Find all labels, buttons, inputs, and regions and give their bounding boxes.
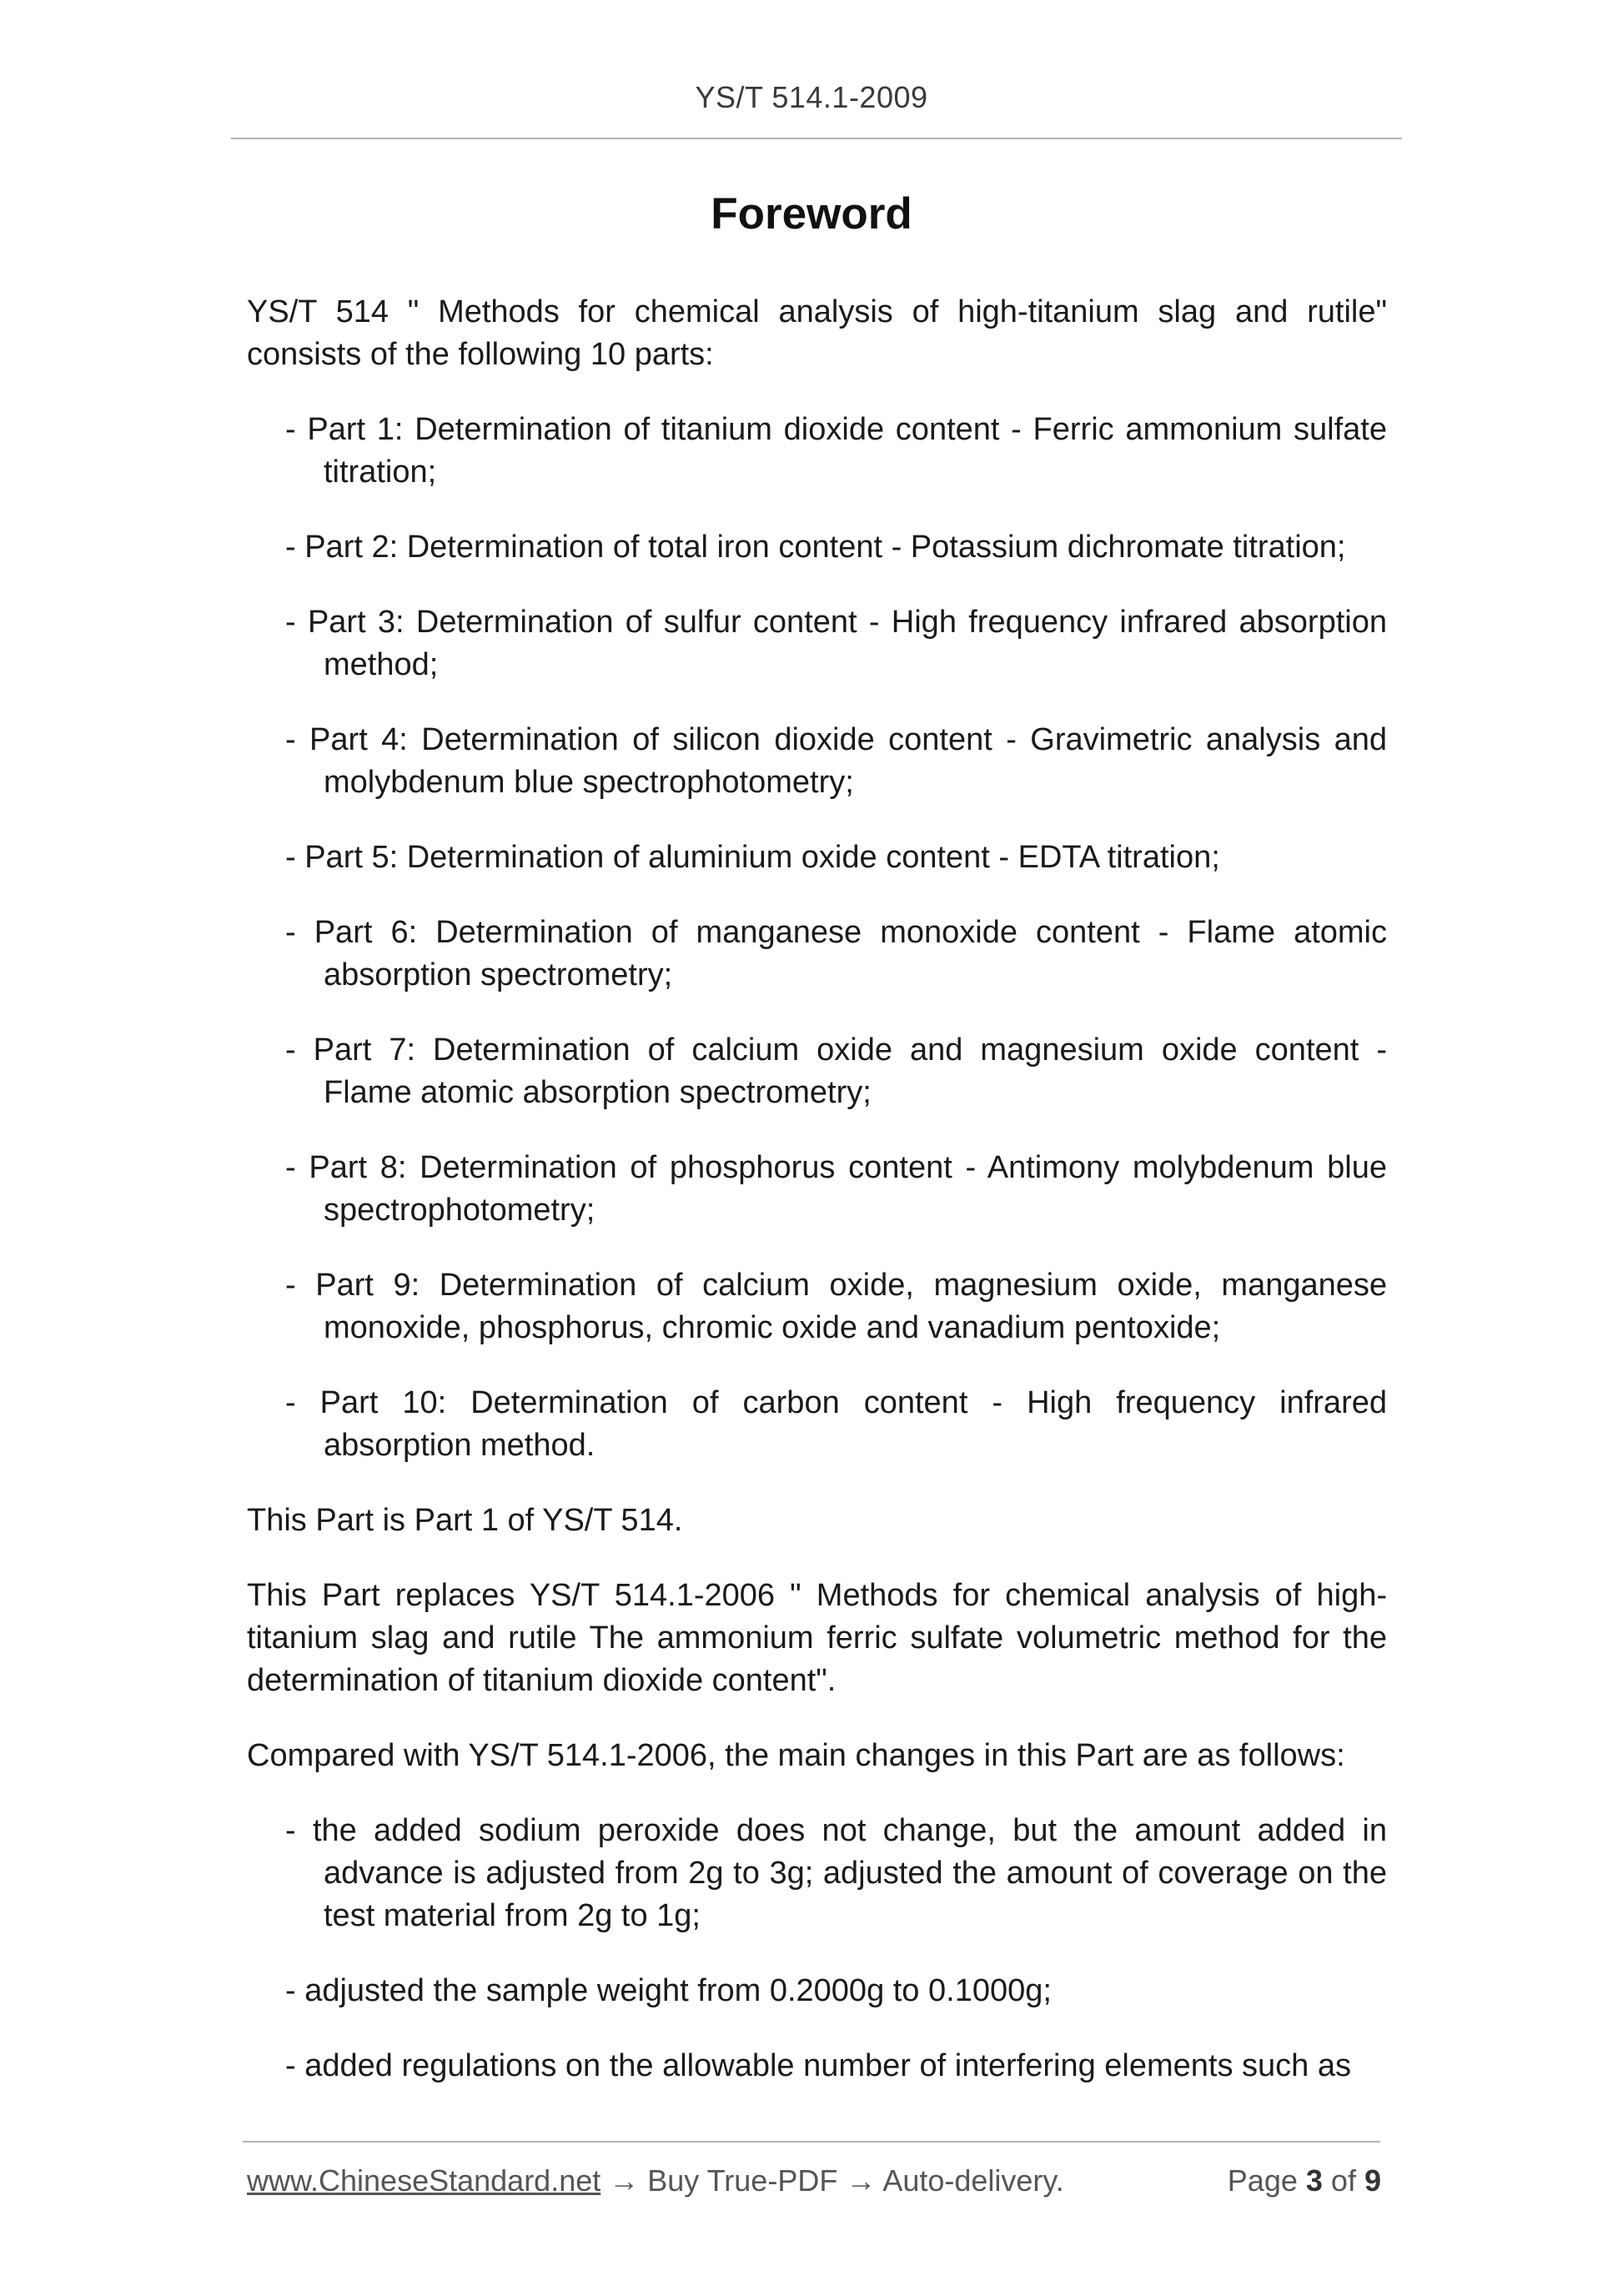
changes-intro: Compared with YS/T 514.1-2006, the main changes in this Part are as follows: — [247, 1738, 1345, 1773]
list-item: - Part 1: Determination of titanium dioxide content - Ferric ammonium sulfate titration; — [285, 412, 1387, 490]
site-link[interactable]: www.ChineseStandard.net — [247, 2163, 601, 2198]
replaces-statement: This Part replaces YS/T 514.1-2006 " Methods for chemical analysis of high-titanium slag and rutile The ammonium ferric sulfate volumetric method for the determination of titanium dioxide content". — [247, 1578, 1387, 1698]
footer-divider — [243, 2141, 1380, 2143]
list-item: - the added sodium peroxide does not change, but the amount added in advance is adjusted from 2g to 3g; adjusted the amount of coverage on the test material from 2g to 1g; — [285, 1813, 1387, 1933]
list-item: - Part 5: Determination of aluminium oxide content - EDTA titration; — [285, 840, 1220, 875]
page-current: 3 — [1305, 2163, 1323, 2198]
list-item: - added regulations on the allowable number of interfering elements such as — [285, 2048, 1351, 2083]
footer-promo — [247, 2163, 1064, 2198]
document-body — [247, 291, 1387, 2088]
promo-text: → Buy True-PDF → Auto-delivery. — [600, 2163, 1064, 2198]
document-id-header: YS/T 514.1-2009 — [695, 80, 928, 114]
list-item: - Part 4: Determination of silicon dioxide content - Gravimetric analysis and molybdenum blue spectrophotometry; — [285, 722, 1387, 800]
list-item: - Part 9: Determination of calcium oxide, magnesium oxide, manganese monoxide, phosphorus, chromic oxide and vanadium pentoxide; — [285, 1268, 1387, 1345]
list-item: - Part 6: Determination of manganese monoxide content - Flame atomic absorption spectrometry; — [285, 915, 1387, 992]
page-number — [1228, 2163, 1381, 2198]
changes-list — [247, 1810, 1387, 2088]
list-item: - Part 10: Determination of carbon content - High frequency infrared absorption method. — [285, 1385, 1387, 1463]
page-total: 9 — [1364, 2163, 1381, 2198]
page-label: Page — [1227, 2163, 1298, 2198]
list-item: - Part 3: Determination of sulfur content - High frequency infrared absorption method; — [285, 605, 1387, 682]
list-item: - Part 8: Determination of phosphorus content - Antimony molybdenum blue spectrophotometry; — [285, 1150, 1387, 1228]
part-statement: This Part is Part 1 of YS/T 514. — [247, 1503, 683, 1538]
header-divider — [231, 138, 1402, 139]
page-title: Foreword — [711, 189, 912, 239]
parts-list — [247, 409, 1387, 1467]
page-of-label: of — [1330, 2163, 1356, 2198]
intro-paragraph: YS/T 514 " Methods for chemical analysis of high-titanium slag and rutile" consists of the following 10 parts: — [247, 294, 1387, 372]
list-item: - Part 7: Determination of calcium oxide and magnesium oxide content - Flame atomic absorption spectrometry; — [285, 1032, 1387, 1110]
list-item: - adjusted the sample weight from 0.2000g to 0.1000g; — [285, 1973, 1052, 2008]
list-item: - Part 2: Determination of total iron content - Potassium dichromate titration; — [285, 530, 1346, 565]
